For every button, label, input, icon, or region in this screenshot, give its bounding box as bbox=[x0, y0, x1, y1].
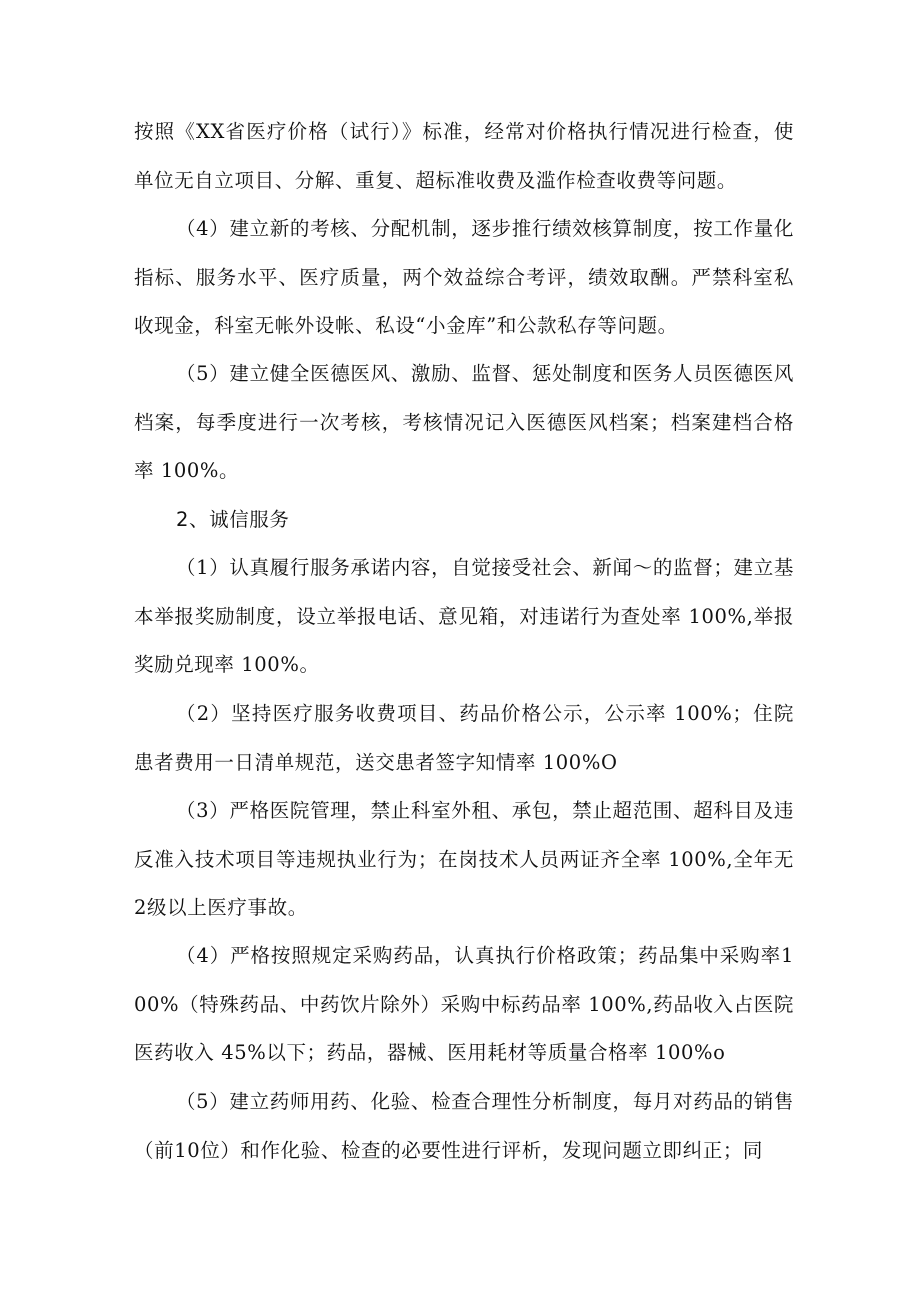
paragraph-assessment-mechanism: （4）建立新的考核、分配机制，逐步推行绩效核算制度，按工作量化指标、服务水平、医疗质量，两个效益综合考评，绩效取酬。严禁科室私收现金，科室无帐外设帐、私设“小金库”和公款私存等问题。 bbox=[134, 217, 794, 337]
paragraph-medical-ethics: （5）建立健全医德医风、激励、监督、惩处制度和医务人员医德医风档案，每季度进行一次考核，考核情况记入医德医风档案；档案建档合格率 100%。 bbox=[134, 362, 794, 482]
paragraph-pharmacist-analysis: （5）建立药师用药、化验、检查合理性分析制度，每月对药品的销售（前10位）和作化验、检查的必要性进行评析，发现问题立即纠正；同 bbox=[134, 1090, 794, 1162]
paragraph-hospital-management: （3）严格医院管理，禁止科室外租、承包，禁止超范围、超科目及违反准入技术项目等违规执业行为；在岗技术人员两证齐全率 100%,全年无2级以上医疗事故。 bbox=[134, 799, 794, 919]
paragraph-price-inspection: 按照《XX省医疗价格（试行）》标准，经常对价格执行情况进行检查，使单位无自立项目、分解、重复、超标准收费及滥作检查收费等问题。 bbox=[134, 120, 794, 192]
paragraph-service-commitment: （1）认真履行服务承诺内容，自觉接受社会、新闻～的监督；建立基本举报奖励制度，设立举报电话、意见箱，对违诺行为查处率 100%,举报奖励兑现率 100%。 bbox=[134, 556, 794, 676]
paragraph-fee-publicity: （2）坚持医疗服务收费项目、药品价格公示，公示率 100%；住院患者费用一日清单规范，送交患者签字知情率 100%O bbox=[134, 702, 794, 774]
section-heading-integrity-service: 2、诚信服务 bbox=[176, 508, 290, 531]
paragraph-drug-procurement: （4）严格按照规定采购药品，认真执行价格政策；药品集中采购率100%（特殊药品、中药饮片除外）采购中标药品率 100%,药品收入占医院医药收入 45%以下；药品，器械、医用耗材等质量合格率 100%o bbox=[134, 944, 794, 1064]
